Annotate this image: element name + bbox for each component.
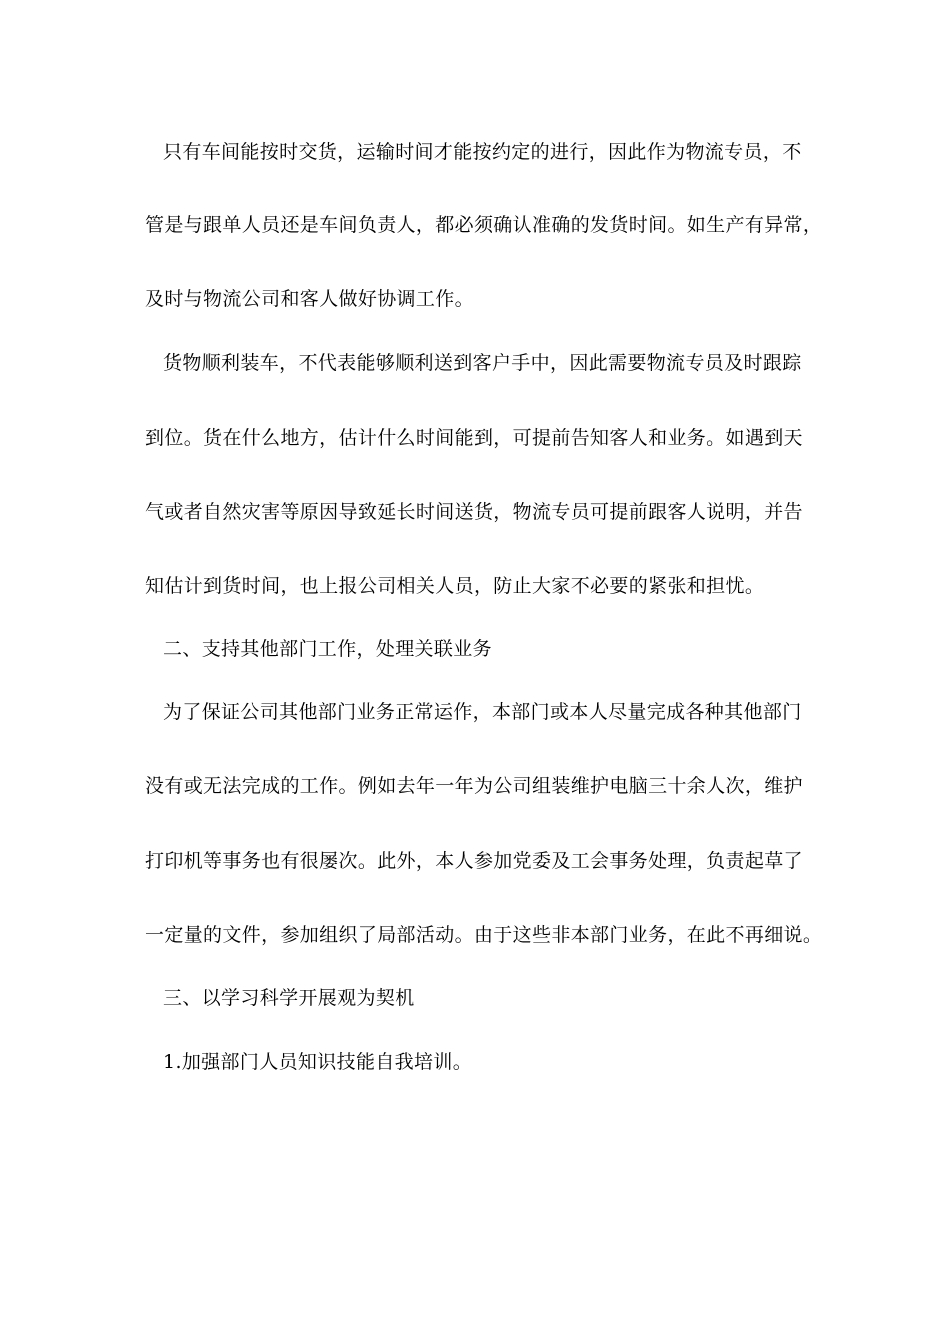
paragraph-line: 为了保证公司其他部门业务正常运作，本部门或本人尽量完成各种其他部门 [163,701,802,723]
paragraph-line: 货物顺利装车，不代表能够顺利送到客户手中，因此需要物流专员及时跟踪 [163,352,802,374]
section-heading: 二、支持其他部门工作，处理关联业务 [163,638,492,660]
paragraph-line: 只有车间能按时交货，运输时间才能按约定的进行，因此作为物流专员，不 [163,141,802,163]
list-item-number: 1. [163,1051,182,1073]
paragraph-line: 管是与跟单人员还是车间负责人，都必须确认准确的发货时间。如生产有异常， [145,214,823,236]
paragraph-line: 没有或无法完成的工作。例如去年一年为公司组装维护电脑三十余人次，维护 [145,775,803,797]
paragraph-line: 一定量的文件，参加组织了局部活动。由于这些非本部门业务，在此不再细说。 [145,924,823,946]
paragraph-line: 打印机等事务也有很屡次。此外，本人参加党委及工会事务处理，负责起草了 [145,850,803,872]
list-item-text: 加强部门人员知识技能自我培训。 [181,1051,473,1073]
paragraph-line: 到位。货在什么地方，估计什么时间能到，可提前告知客人和业务。如遇到天 [145,427,803,449]
paragraph-line: 气或者自然灾害等原因导致延长时间送货，物流专员可提前跟客人说明，并告 [145,501,803,523]
paragraph-line: 知估计到货时间，也上报公司相关人员，防止大家不必要的紧张和担忧。 [145,575,765,597]
section-heading: 三、以学习科学开展观为契机 [163,987,415,1009]
paragraph-line: 及时与物流公司和客人做好协调工作。 [145,288,474,310]
list-item [163,1050,843,1074]
